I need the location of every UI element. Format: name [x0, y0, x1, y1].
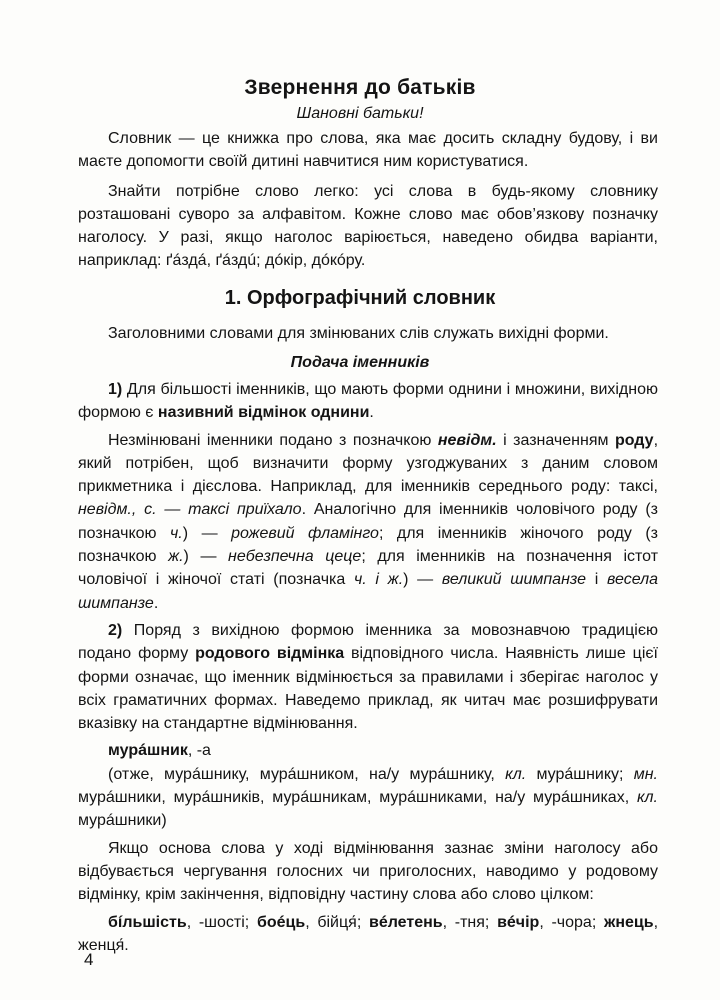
rule-2-bold: родового відмінка — [195, 645, 345, 663]
rule-1b-example: рожевий фламінго — [231, 524, 379, 542]
section-lead: Заголовними словами для змінюваних слів служать вихідні форми. — [108, 325, 609, 342]
example-text: (отже, мурáшнику, мурáшником, на/у мурáшнику, — [108, 765, 506, 783]
example-word: жнець — [603, 913, 654, 931]
page-number: 4 — [84, 950, 94, 969]
rule-1b-text: ; для іменників на позначення істот чоловічої і жіночої статі (позначка — [78, 548, 659, 589]
rule-1b-text: і — [586, 571, 607, 589]
rule-1b-mark: ч. — [170, 524, 183, 542]
rule-1-text: Для більшості іменників, що мають форми однини і множини, вихідною формою є — [78, 381, 658, 422]
example-text: мурáшнику; — [526, 765, 634, 783]
intro-paragraph-1: Словник — це книжка про слова, яка має досить складну будову, і ви маєте допомогти своїй дитині навчитися ним користуватися. — [78, 130, 658, 171]
rule-1b-text: ; для іменників жіночого роду (з позначкою — [78, 524, 658, 566]
section-lead-block — [78, 322, 658, 345]
rule-1-end: . — [369, 404, 374, 422]
example-word-ending: , бійця́; — [305, 913, 369, 931]
example-word-ending: , -тня; — [442, 913, 498, 931]
example-word: вéлетень — [368, 913, 443, 931]
rule-1b-text: Незмінювані іменники подано з позначкою — [108, 431, 438, 449]
example-word: боéць — [256, 913, 306, 931]
rule-1-number: 1) — [108, 381, 123, 398]
rule-1-bold: називний відмінок однини — [157, 404, 370, 422]
intro-block — [78, 127, 658, 273]
rule-1b-example: весела шимпанзе — [78, 571, 658, 612]
intro-paragraph-2: Знайти потрібне слово легко: усі слова в будь-якому словнику розташовані суворо за алфавітом. Кожне слово має обов’язкову позначку наголосу. У разі, якщо наголос варіюється, наведено обидва варіанти, наприклад: ґáздá, ґáздú; дóкір, дóкóру. — [78, 182, 658, 270]
section-title: 1. Орфографічний словник — [224, 287, 496, 309]
rule-1b-text: . Аналогічно для іменників чоловічого роду (з позначкою — [78, 501, 658, 542]
example-mark: мн. — [633, 765, 658, 783]
rule-1b-mark: невідм. — [437, 431, 497, 449]
rule-1b — [78, 429, 658, 615]
rule-1b-text: , який потрібен, щоб визначити форму узгоджуваних з даним словом прикметника і дієслова. Наприклад, для іменників середнього роду: таксі, — [78, 431, 659, 496]
rule-2 — [78, 619, 658, 735]
rule-1b-mark: ж. — [168, 548, 184, 566]
examples-list — [78, 911, 658, 958]
rule-1b-text: ) — — [403, 571, 442, 589]
example-headword-ending: , -а — [187, 742, 211, 760]
example-text: мурáшники) — [78, 812, 167, 830]
rule-1b-text: ) — — [183, 548, 229, 566]
rule-1 — [78, 378, 658, 425]
example-headword — [78, 739, 658, 762]
example-mark: кл. — [505, 765, 527, 783]
rule-2-text: відповідного числа. Наявність лише цієї форми означає, що іменник відмінюється за правилами і зберігає наголос у всіх граматичних формах. Наведемо приклад, як читач має розшифрувати вказівку на стандартне відмінювання. — [78, 645, 658, 733]
rule-1b-text: . — [153, 594, 159, 612]
subsection-title: Подача іменників — [290, 354, 430, 371]
example-word-ending: , -чора; — [539, 913, 604, 931]
rules-block — [78, 378, 658, 957]
rule-1b-example: невідм., с. — таксі приїхало — [78, 501, 302, 519]
rule-1b-text: ) — — [182, 524, 232, 542]
example-word-ending: , -шості; — [186, 913, 257, 931]
example-word-ending: , женця́. — [78, 913, 659, 954]
rule-1b-example: небезпечна цеце — [228, 548, 362, 566]
example-text: мурáшники, мурáшників, мурáшникам, мурáшниками, на/у мурáшниках, — [78, 789, 637, 807]
rule-1b-mark: ч. і ж. — [354, 571, 404, 589]
example-mark: кл. — [636, 789, 658, 807]
example-headword-bold: мурáшник — [108, 742, 188, 760]
rule-1b-example: великий шимпанзе — [441, 571, 587, 589]
rule-1b-text: і зазначенням — [496, 431, 615, 449]
example-word: вéчір — [497, 913, 540, 931]
example-declension — [78, 763, 658, 833]
greeting: Шановні батьки! — [296, 105, 424, 122]
rule-2-number: 2) — [108, 621, 123, 639]
rule-3: Якщо основа слова у ході відмінювання зазнає зміни наголосу або відбувається чергування голосних чи приголосних, наводимо у родовому відмінку, крім закінчення, відповідну частину слова або слово цілком: — [78, 839, 658, 904]
page-title: Звернення до батьків — [244, 76, 476, 99]
example-word: бíльшість — [108, 913, 187, 931]
rule-1b-rod: роду — [614, 431, 654, 449]
rule-2-text: Поряд з вихідною формою іменника за мовознавчою традицією подано форму — [78, 621, 658, 663]
